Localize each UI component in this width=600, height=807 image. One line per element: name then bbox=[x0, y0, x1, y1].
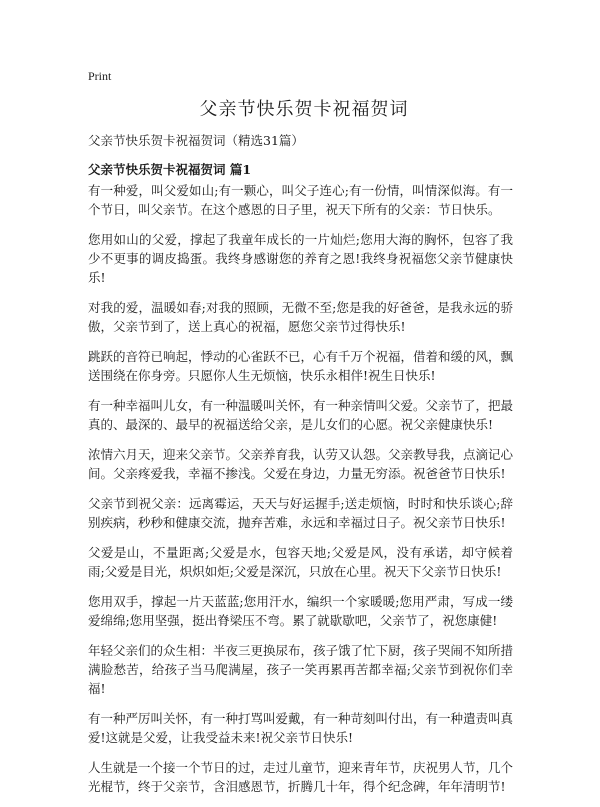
paragraph: 对我的爱，温暖如春;对我的照顾，无微不至;您是我的好爸爸，是我永远的骄傲，父亲节到了，送上真心的祝福，愿您父亲节过得快乐! bbox=[88, 300, 513, 334]
document-title: 父亲节快乐贺卡祝福贺词 bbox=[199, 99, 409, 120]
paragraph: 父亲节到祝父亲：远离霉运，天天与好运握手;送走烦恼，时时和快乐谈心;辞别疾病，秒秒和健康交流，抛弃苦难，永远和幸福过日子。祝父亲节日快乐! bbox=[88, 496, 513, 530]
paragraph: 父爱是山，不量距离;父爱是水，包容天地;父爱是风，没有承诺，却守候着雨;父爱是目光，炽炽如炬;父爱是深沉，只放在心里。祝天下父亲节日快乐! bbox=[88, 545, 513, 579]
document-subtitle: 父亲节快乐贺卡祝福贺词（精选31篇） bbox=[88, 133, 304, 148]
section-heading: 父亲节快乐贺卡祝福贺词 篇1 bbox=[88, 162, 252, 177]
paragraph: 年轻父亲们的众生相：半夜三更换尿布，孩子饿了忙下厨，孩子哭闹不知所措满脸愁苦，给孩子当马爬满屋，孩子一笑再累再苦都幸福;父亲节到祝你们幸福! bbox=[88, 643, 514, 696]
paragraph: 浓情六月天，迎来父亲节。父亲养育我，认劳又认怨。父亲教导我，点滴记心间。父亲疼爱我，幸福不掺浅。父爱在身边，力量无穷添。祝爸爸节日快乐! bbox=[88, 447, 514, 481]
paragraph: 有一种严厉叫关怀，有一种打骂叫爱戴，有一种苛刻叫付出，有一种遣责叫真爱!这就是父爱，让我受益未来!祝父亲节日快乐! bbox=[88, 711, 514, 745]
print-link[interactable]: Print bbox=[88, 69, 112, 83]
document-body bbox=[88, 181, 513, 807]
paragraph: 您用如山的父爱，撑起了我童年成长的一片灿烂;您用大海的胸怀，包容了我少不更事的调皮捣蛋。我终身感谢您的养育之恩!我终身祝福您父亲节健康快乐! bbox=[88, 232, 513, 285]
paragraph: 有一种爱，叫父爱如山;有一颗心，叫父子连心;有一份情，叫情深似海。有一个节日，叫父亲节。在这个感恩的日子里，祝天下所有的父亲：节日快乐。 bbox=[88, 183, 513, 217]
paragraph: 跳跃的音符已响起，悸动的心雀跃不已，心有千万个祝福，借着和缓的风，飘送围绕在你身旁。只愿你人生无烦恼，快乐永相伴!祝生日快乐! bbox=[88, 349, 514, 383]
paragraph: 您用双手，撑起一片天蓝蓝;您用汗水，编织一个家暖暖;您用严肃，写成一缕爱绵绵;您用坚强，挺出脊梁压不弯。累了就歇歇吧，父亲节了，祝您康健! bbox=[88, 594, 513, 628]
paragraph: 有一种幸福叫儿女，有一种温暖叫关怀，有一种亲情叫父爱。父亲节了，把最真的、最深的、最早的祝福送给父亲，是儿女们的心愿。祝父亲健康快乐! bbox=[88, 398, 514, 432]
paragraph: 人生就是一个接一个节日的过，走过儿童节，迎来青年节，庆祝男人节，几个光棍节，终于父亲节，含泪感恩节，折腾几十年，得个纪念碑，年年清明节! bbox=[88, 760, 514, 794]
